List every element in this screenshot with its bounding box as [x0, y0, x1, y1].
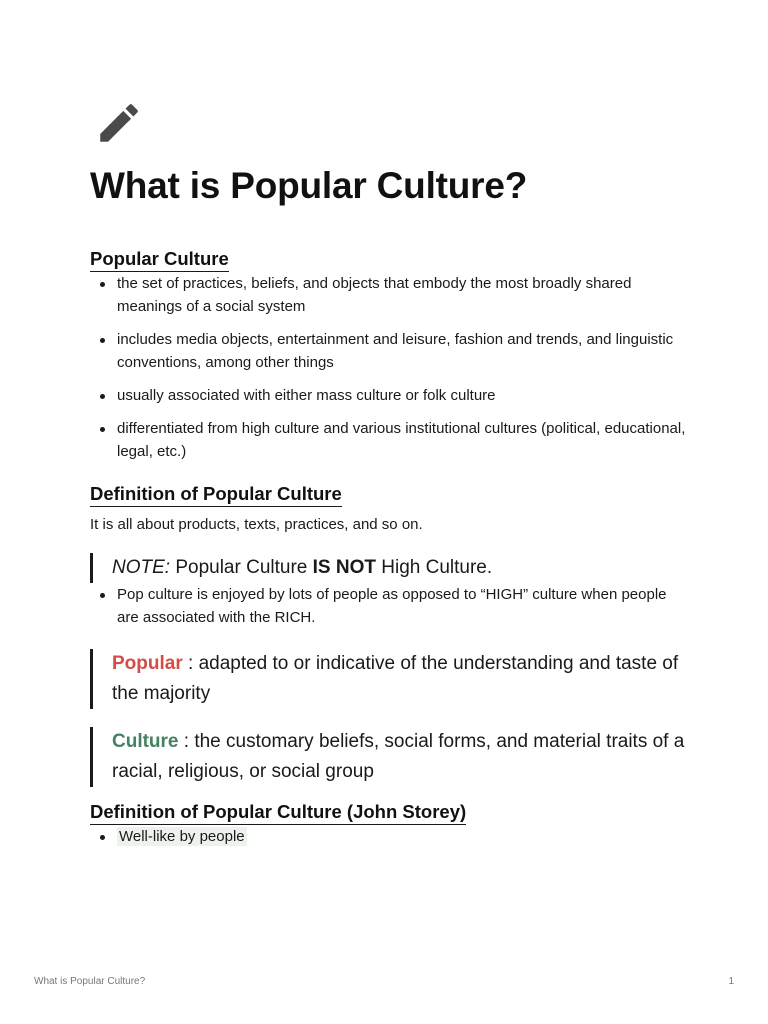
popular-term: Popular	[112, 653, 183, 674]
note-label: NOTE:	[112, 557, 171, 578]
list-item: Pop culture is enjoyed by lots of people as opposed to “HIGH” culture when people are associated with the RICH.	[90, 583, 690, 629]
note-quote	[90, 553, 690, 583]
highlighted-text: Well-like by people	[119, 828, 245, 845]
list-item: includes media objects, entertainment and leisure, fashion and trends, and linguistic conventions, among other things	[90, 328, 690, 374]
definition-text: It is all about products, texts, practices, and so on.	[90, 516, 423, 533]
list-item: differentiated from high culture and various institutional cultures (political, educational, legal, etc.)	[90, 417, 690, 463]
footer-title: What is Popular Culture?	[34, 976, 146, 987]
culture-term: Culture	[112, 731, 179, 752]
page-title: What is Popular Culture?	[90, 165, 528, 206]
culture-definition-text: : the customary beliefs, social forms, and material traits of a racial, religious, or social group	[112, 731, 685, 782]
pencil-icon	[94, 98, 144, 148]
note-emphasis: IS NOT	[312, 557, 376, 578]
page-number: 1	[728, 976, 734, 987]
note-text-after: High Culture.	[375, 557, 493, 578]
culture-definition-quote	[90, 727, 690, 787]
list-item: the set of practices, beliefs, and objects that embody the most broadly shared meanings of a social system	[90, 272, 690, 318]
heading-popular-culture: Popular Culture	[90, 248, 229, 272]
note-text-before: Popular Culture	[170, 557, 313, 578]
page-content	[90, 98, 690, 848]
pop-culture-list	[90, 583, 690, 629]
storey-list	[90, 825, 690, 848]
heading-definition: Definition of Popular Culture	[90, 483, 342, 507]
list-item	[90, 825, 690, 848]
popular-definition-text: : adapted to or indicative of the understanding and taste of the majority	[112, 653, 679, 704]
heading-storey-definition: Definition of Popular Culture (John Storey)	[90, 801, 466, 825]
popular-culture-list	[90, 272, 690, 463]
list-item: usually associated with either mass culture or folk culture	[90, 384, 690, 407]
popular-definition-quote	[90, 649, 690, 709]
